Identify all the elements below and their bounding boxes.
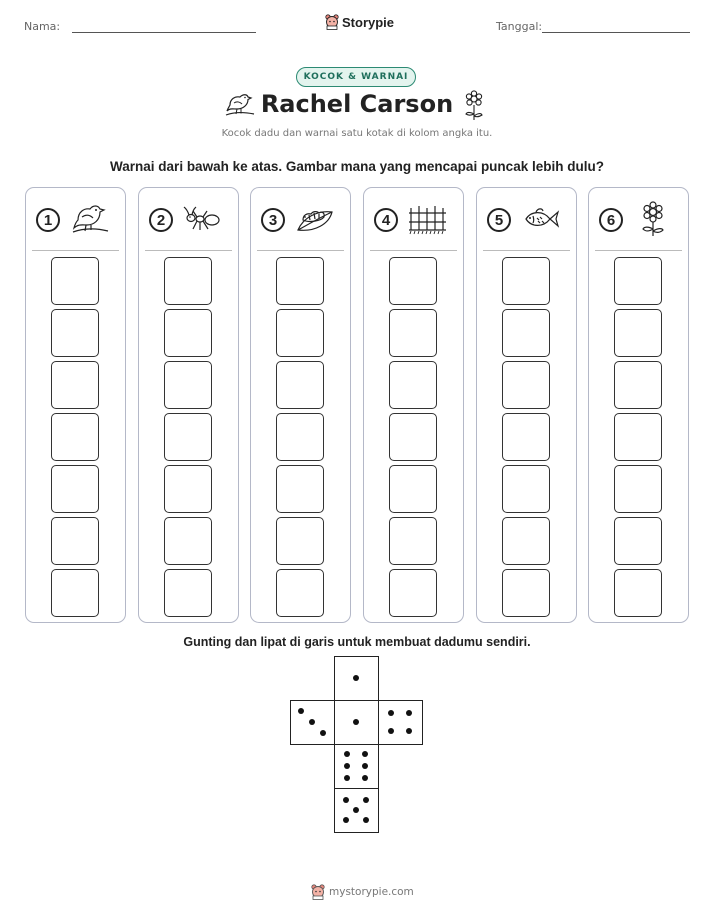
column-number: 5 (487, 208, 511, 232)
name-label: Nama: (24, 20, 61, 33)
color-box[interactable] (389, 569, 437, 617)
fence-icon (408, 200, 448, 238)
color-box[interactable] (276, 361, 324, 409)
caterpillar-leaf-icon (295, 200, 335, 238)
color-box[interactable] (389, 361, 437, 409)
column-2 (138, 187, 239, 623)
color-box[interactable] (389, 465, 437, 513)
page-subtitle: Kocok dadu dan warnai satu kotak di kolom angka itu. (221, 128, 493, 139)
color-box[interactable] (164, 309, 212, 357)
color-box[interactable] (51, 361, 99, 409)
die-face-four (378, 700, 423, 745)
die-pip (353, 807, 359, 813)
color-box[interactable] (51, 517, 99, 565)
die-pip (406, 728, 412, 734)
column-divider (257, 250, 344, 251)
column-divider (595, 250, 682, 251)
die-pip (344, 763, 350, 769)
die-pip (362, 751, 368, 757)
bear-mascot-icon (311, 884, 325, 900)
ant-icon (183, 200, 223, 238)
die-pip (362, 775, 368, 781)
column-4 (363, 187, 464, 623)
color-box[interactable] (614, 465, 662, 513)
die-face-six (334, 744, 379, 789)
die-pip (344, 751, 350, 757)
color-box[interactable] (502, 465, 550, 513)
column-number: 2 (149, 208, 173, 232)
color-box[interactable] (51, 413, 99, 461)
die-face-three (290, 700, 335, 745)
color-box[interactable] (276, 309, 324, 357)
color-box[interactable] (51, 465, 99, 513)
color-box[interactable] (614, 257, 662, 305)
column-number: 3 (261, 208, 285, 232)
color-box[interactable] (614, 569, 662, 617)
activity-badge: KOCOK & WARNAI (296, 67, 416, 87)
die-pip (343, 817, 349, 823)
fish-icon (521, 200, 561, 238)
die-pip (406, 710, 412, 716)
page-title: Rachel Carson (260, 90, 454, 118)
die-face-five (334, 788, 379, 833)
column-number: 4 (374, 208, 398, 232)
color-box[interactable] (164, 361, 212, 409)
color-box[interactable] (502, 413, 550, 461)
instruction-text: Warnai dari bawah ke atas. Gambar mana yang mencapai puncak lebih dulu? (110, 159, 604, 174)
footer (311, 884, 414, 900)
color-box[interactable] (389, 257, 437, 305)
color-box[interactable] (164, 569, 212, 617)
color-box[interactable] (164, 257, 212, 305)
flower-icon (462, 90, 486, 122)
die-pip (309, 719, 315, 725)
column-number: 1 (36, 208, 60, 232)
color-box[interactable] (276, 465, 324, 513)
column-3 (250, 187, 351, 623)
color-box[interactable] (164, 517, 212, 565)
color-box[interactable] (614, 309, 662, 357)
cut-instruction: Gunting dan lipat di garis untuk membuat dadumu sendiri. (183, 635, 531, 649)
color-box[interactable] (276, 413, 324, 461)
bear-mascot-icon (325, 14, 339, 30)
color-box[interactable] (614, 413, 662, 461)
die-pip (298, 708, 304, 714)
color-box[interactable] (502, 361, 550, 409)
color-box[interactable] (502, 309, 550, 357)
bird-icon (70, 200, 110, 238)
die-pip (344, 775, 350, 781)
date-label: Tanggal: (496, 20, 543, 33)
column-divider (32, 250, 119, 251)
die-pip (353, 719, 359, 725)
column-divider (145, 250, 232, 251)
color-box[interactable] (389, 309, 437, 357)
color-box[interactable] (614, 361, 662, 409)
column-5 (476, 187, 577, 623)
color-box[interactable] (502, 517, 550, 565)
die-pip (388, 728, 394, 734)
color-box[interactable] (614, 517, 662, 565)
die-pip (353, 675, 359, 681)
column-6 (588, 187, 689, 623)
color-box[interactable] (51, 257, 99, 305)
color-box[interactable] (51, 309, 99, 357)
die-pip (388, 710, 394, 716)
color-box[interactable] (502, 569, 550, 617)
column-1 (25, 187, 126, 623)
die-pip (363, 817, 369, 823)
die-face-one-center (334, 700, 379, 745)
color-box[interactable] (389, 517, 437, 565)
color-box[interactable] (389, 413, 437, 461)
footer-url[interactable]: mystorypie.com (329, 886, 414, 898)
color-box[interactable] (276, 517, 324, 565)
die-pip (343, 797, 349, 803)
date-line[interactable] (542, 32, 690, 33)
die-pip (363, 797, 369, 803)
color-box[interactable] (276, 569, 324, 617)
column-number: 6 (599, 208, 623, 232)
color-box[interactable] (276, 257, 324, 305)
column-divider (370, 250, 457, 251)
color-box[interactable] (164, 465, 212, 513)
die-pip (320, 730, 326, 736)
die-pip (362, 763, 368, 769)
brand-logo (325, 14, 394, 30)
color-box[interactable] (164, 413, 212, 461)
brand-name: Storypie (342, 14, 395, 30)
flower-icon (633, 200, 673, 238)
color-box[interactable] (502, 257, 550, 305)
name-line[interactable] (72, 32, 256, 33)
column-divider (483, 250, 570, 251)
die-face-one (334, 656, 379, 701)
color-box[interactable] (51, 569, 99, 617)
